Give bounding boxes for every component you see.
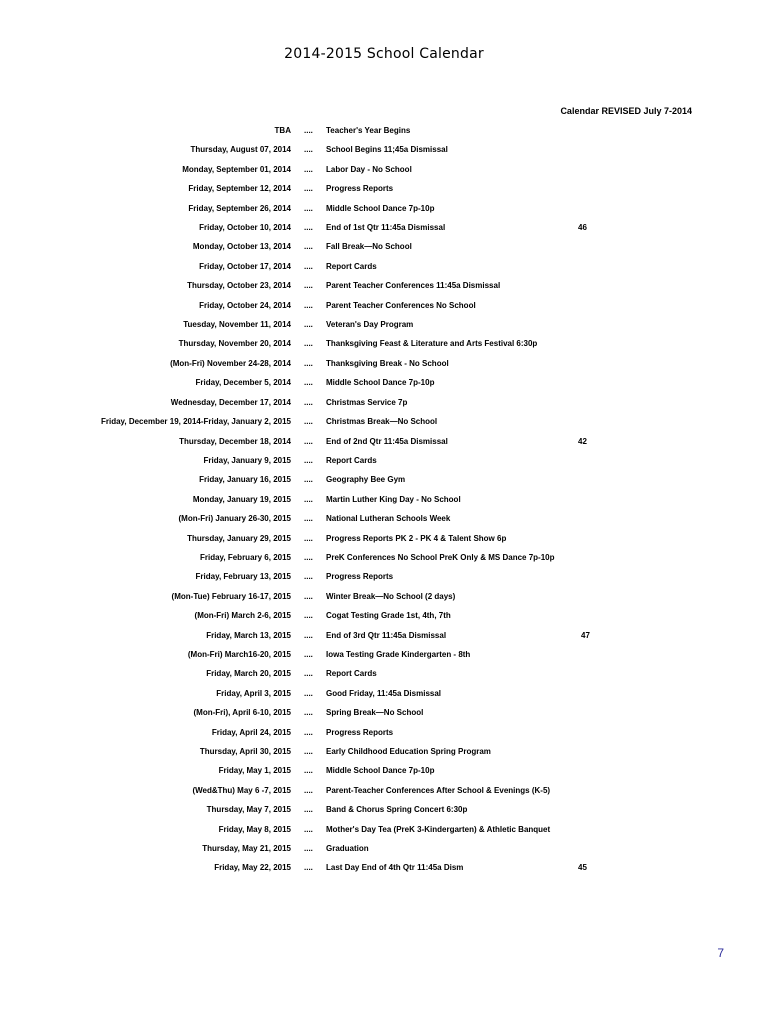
separator-dots: .... bbox=[304, 126, 313, 135]
event-description: Report Cards bbox=[326, 455, 377, 465]
event-description: Winter Break—No School (2 days) bbox=[326, 591, 456, 601]
calendar-row bbox=[0, 376, 768, 395]
quarter-day-count: 45 bbox=[578, 863, 587, 873]
event-description: Graduation bbox=[326, 844, 369, 854]
event-description: Geography Bee Gym bbox=[326, 475, 406, 485]
separator-dots: .... bbox=[304, 203, 313, 213]
calendar-row bbox=[0, 396, 768, 415]
separator-dots: .... bbox=[304, 630, 313, 640]
event-description: Progress Reports bbox=[326, 572, 394, 582]
event-description: End of 2nd Qtr 11:45a Dismissal bbox=[326, 436, 448, 446]
calendar-row bbox=[0, 609, 768, 628]
separator-dots: .... bbox=[304, 164, 313, 174]
calendar-row bbox=[0, 454, 768, 473]
event-description: Mother's Day Tea (PreK 3-Kindergarten) & Athletic Banquet bbox=[326, 824, 551, 834]
page-title: 2014-2015 School Calendar bbox=[284, 46, 484, 62]
event-date: (Mon-Fri) January 26-30, 2015 bbox=[178, 514, 291, 524]
event-date: Friday, March 13, 2015 bbox=[206, 630, 291, 640]
separator-dots: .... bbox=[304, 844, 313, 854]
event-description: Parent Teacher Conferences 11:45a Dismissal bbox=[326, 281, 501, 291]
calendar-row bbox=[0, 279, 768, 298]
separator-dots: .... bbox=[304, 669, 313, 679]
event-date: (Mon-Fri) March16-20, 2015 bbox=[187, 649, 291, 659]
separator-dots: .... bbox=[304, 339, 313, 349]
event-date: Monday, January 19, 2015 bbox=[192, 494, 291, 504]
event-date: Friday, February 6, 2015 bbox=[199, 552, 291, 562]
calendar-row bbox=[0, 473, 768, 492]
calendar-row bbox=[0, 493, 768, 512]
separator-dots: .... bbox=[304, 494, 313, 504]
event-date: Monday, October 13, 2014 bbox=[192, 242, 291, 252]
separator-dots: .... bbox=[304, 824, 313, 834]
separator-dots: .... bbox=[304, 747, 313, 756]
event-description: Middle School Dance 7p-10p bbox=[326, 203, 435, 213]
event-description: Report Cards bbox=[326, 669, 377, 679]
calendar-row bbox=[0, 221, 768, 240]
event-date: Friday, May 22, 2015 bbox=[214, 863, 291, 873]
separator-dots: .... bbox=[304, 455, 313, 465]
event-date: Friday, September 26, 2014 bbox=[188, 203, 291, 213]
event-description: Progress Reports bbox=[326, 727, 394, 737]
event-description: Progress Reports PK 2 - PK 4 & Talent Show 6p bbox=[326, 533, 507, 543]
calendar-row bbox=[0, 764, 768, 783]
event-date: Thursday, May 21, 2015 bbox=[202, 844, 291, 854]
event-description: School Begins 11;45a Dismissal bbox=[326, 145, 448, 155]
event-description: Parent Teacher Conferences No School bbox=[326, 300, 476, 310]
event-date: Friday, December 19, 2014-Friday, January 2, 2015 bbox=[100, 417, 291, 427]
separator-dots: .... bbox=[304, 145, 313, 155]
event-description: National Lutheran Schools Week bbox=[326, 514, 451, 524]
page-number: 7 bbox=[717, 946, 724, 960]
calendar-list bbox=[0, 124, 768, 881]
calendar-row bbox=[0, 124, 768, 143]
event-date: (Mon-Fri) March 2-6, 2015 bbox=[194, 611, 291, 621]
calendar-row bbox=[0, 784, 768, 803]
calendar-row bbox=[0, 512, 768, 531]
event-date: Friday, May 1, 2015 bbox=[218, 766, 291, 776]
event-description: Labor Day - No School bbox=[326, 164, 412, 174]
separator-dots: .... bbox=[304, 242, 313, 252]
event-description: PreK Conferences No School PreK Only & MS Dance 7p-10p bbox=[326, 552, 555, 562]
event-date: Friday, October 17, 2014 bbox=[199, 261, 291, 271]
event-date: Friday, December 5, 2014 bbox=[195, 378, 291, 388]
separator-dots: .... bbox=[304, 397, 313, 407]
event-date: Tuesday, November 11, 2014 bbox=[183, 320, 291, 330]
separator-dots: .... bbox=[304, 475, 313, 485]
calendar-row bbox=[0, 260, 768, 279]
event-date: Friday, May 8, 2015 bbox=[218, 824, 291, 834]
calendar-row bbox=[0, 629, 768, 648]
calendar-row bbox=[0, 842, 768, 861]
event-date: TBA bbox=[274, 126, 291, 135]
event-description: Parent-Teacher Conferences After School & Evenings (K-5) bbox=[326, 785, 551, 795]
separator-dots: .... bbox=[304, 533, 313, 543]
separator-dots: .... bbox=[304, 281, 313, 291]
calendar-row bbox=[0, 318, 768, 337]
separator-dots: .... bbox=[304, 785, 313, 795]
quarter-day-count: 46 bbox=[578, 223, 587, 233]
event-date: Friday, October 10, 2014 bbox=[199, 223, 291, 233]
separator-dots: .... bbox=[304, 649, 313, 659]
event-date: Friday, September 12, 2014 bbox=[188, 184, 291, 194]
separator-dots: .... bbox=[304, 417, 313, 427]
event-description: Teacher's Year Begins bbox=[326, 126, 411, 135]
calendar-row bbox=[0, 163, 768, 182]
event-description: Good Friday, 11:45a Dismissal bbox=[326, 688, 442, 698]
calendar-row bbox=[0, 667, 768, 686]
event-description: Early Childhood Education Spring Program bbox=[326, 747, 491, 756]
calendar-row bbox=[0, 435, 768, 454]
separator-dots: .... bbox=[304, 436, 313, 446]
event-date: Friday, February 13, 2015 bbox=[195, 572, 291, 582]
event-date: Friday, April 24, 2015 bbox=[211, 727, 291, 737]
event-description: Band & Chorus Spring Concert 6:30p bbox=[326, 805, 468, 815]
separator-dots: .... bbox=[304, 261, 313, 271]
separator-dots: .... bbox=[304, 378, 313, 388]
separator-dots: .... bbox=[304, 300, 313, 310]
quarter-day-count: 42 bbox=[578, 436, 587, 446]
calendar-row bbox=[0, 745, 768, 764]
event-date: Thursday, November 20, 2014 bbox=[178, 339, 291, 349]
separator-dots: .... bbox=[304, 805, 313, 815]
calendar-row bbox=[0, 240, 768, 259]
event-date: (Mon-Tue) February 16-17, 2015 bbox=[171, 591, 291, 601]
event-date: (Mon-Fri), April 6-10, 2015 bbox=[193, 708, 291, 718]
event-date: Wednesday, December 17, 2014 bbox=[170, 397, 291, 407]
calendar-row bbox=[0, 687, 768, 706]
separator-dots: .... bbox=[304, 766, 313, 776]
event-description: Report Cards bbox=[326, 261, 377, 271]
event-date: Thursday, January 29, 2015 bbox=[187, 533, 291, 543]
event-description: Middle School Dance 7p-10p bbox=[326, 378, 435, 388]
event-date: Friday, January 9, 2015 bbox=[203, 455, 291, 465]
event-date: (Mon-Fri) November 24-28, 2014 bbox=[170, 358, 291, 368]
calendar-row bbox=[0, 570, 768, 589]
calendar-row bbox=[0, 551, 768, 570]
event-date: (Wed&Thu) May 6 -7, 2015 bbox=[192, 785, 291, 795]
calendar-row bbox=[0, 590, 768, 609]
event-description: Spring Break—No School bbox=[326, 708, 424, 718]
event-description: Middle School Dance 7p-10p bbox=[326, 766, 435, 776]
event-date: Friday, January 16, 2015 bbox=[199, 475, 291, 485]
separator-dots: .... bbox=[304, 863, 313, 873]
separator-dots: .... bbox=[304, 611, 313, 621]
event-description: Iowa Testing Grade Kindergarten - 8th bbox=[326, 649, 471, 659]
separator-dots: .... bbox=[304, 320, 313, 330]
event-description: Last Day End of 4th Qtr 11:45a Dism bbox=[326, 863, 464, 873]
calendar-row bbox=[0, 726, 768, 745]
quarter-day-count: 47 bbox=[581, 630, 590, 640]
event-description: Christmas Service 7p bbox=[326, 397, 408, 407]
calendar-row bbox=[0, 532, 768, 551]
event-description: Progress Reports bbox=[326, 184, 394, 194]
event-description: Martin Luther King Day - No School bbox=[326, 494, 461, 504]
calendar-row bbox=[0, 803, 768, 822]
separator-dots: .... bbox=[304, 184, 313, 194]
separator-dots: .... bbox=[304, 552, 313, 562]
separator-dots: .... bbox=[304, 727, 313, 737]
separator-dots: .... bbox=[304, 358, 313, 368]
calendar-row bbox=[0, 648, 768, 667]
separator-dots: .... bbox=[304, 223, 313, 233]
calendar-row bbox=[0, 861, 768, 880]
event-date: Monday, September 01, 2014 bbox=[182, 164, 291, 174]
separator-dots: .... bbox=[304, 708, 313, 718]
event-description: Thanksgiving Feast & Literature and Arts Festival 6:30p bbox=[326, 339, 538, 349]
calendar-row bbox=[0, 143, 768, 162]
event-date: Thursday, May 7, 2015 bbox=[206, 805, 291, 815]
calendar-row bbox=[0, 415, 768, 434]
event-description: End of 3rd Qtr 11:45a Dismissal bbox=[326, 630, 447, 640]
event-description: End of 1st Qtr 11:45a Dismissal bbox=[326, 223, 446, 233]
separator-dots: .... bbox=[304, 514, 313, 524]
event-description: Veteran's Day Program bbox=[326, 320, 414, 330]
separator-dots: .... bbox=[304, 688, 313, 698]
calendar-row bbox=[0, 823, 768, 842]
event-date: Thursday, December 18, 2014 bbox=[179, 436, 291, 446]
event-date: Thursday, August 07, 2014 bbox=[190, 145, 291, 155]
separator-dots: .... bbox=[304, 591, 313, 601]
event-description: Cogat Testing Grade 1st, 4th, 7th bbox=[326, 611, 451, 621]
separator-dots: .... bbox=[304, 572, 313, 582]
event-date: Friday, March 20, 2015 bbox=[206, 669, 291, 679]
event-date: Friday, October 24, 2014 bbox=[199, 300, 291, 310]
calendar-row bbox=[0, 299, 768, 318]
event-description: Fall Break—No School bbox=[326, 242, 412, 252]
calendar-row bbox=[0, 706, 768, 725]
calendar-row bbox=[0, 182, 768, 201]
event-date: Thursday, October 23, 2014 bbox=[187, 281, 291, 291]
event-date: Thursday, April 30, 2015 bbox=[199, 747, 291, 756]
calendar-row bbox=[0, 202, 768, 221]
event-description: Christmas Break—No School bbox=[326, 417, 438, 427]
calendar-row bbox=[0, 357, 768, 376]
event-description: Thanksgiving Break - No School bbox=[326, 358, 449, 368]
event-date: Friday, April 3, 2015 bbox=[216, 688, 291, 698]
revision-note: Calendar REVISED July 7-2014 bbox=[560, 106, 692, 116]
calendar-row bbox=[0, 337, 768, 356]
